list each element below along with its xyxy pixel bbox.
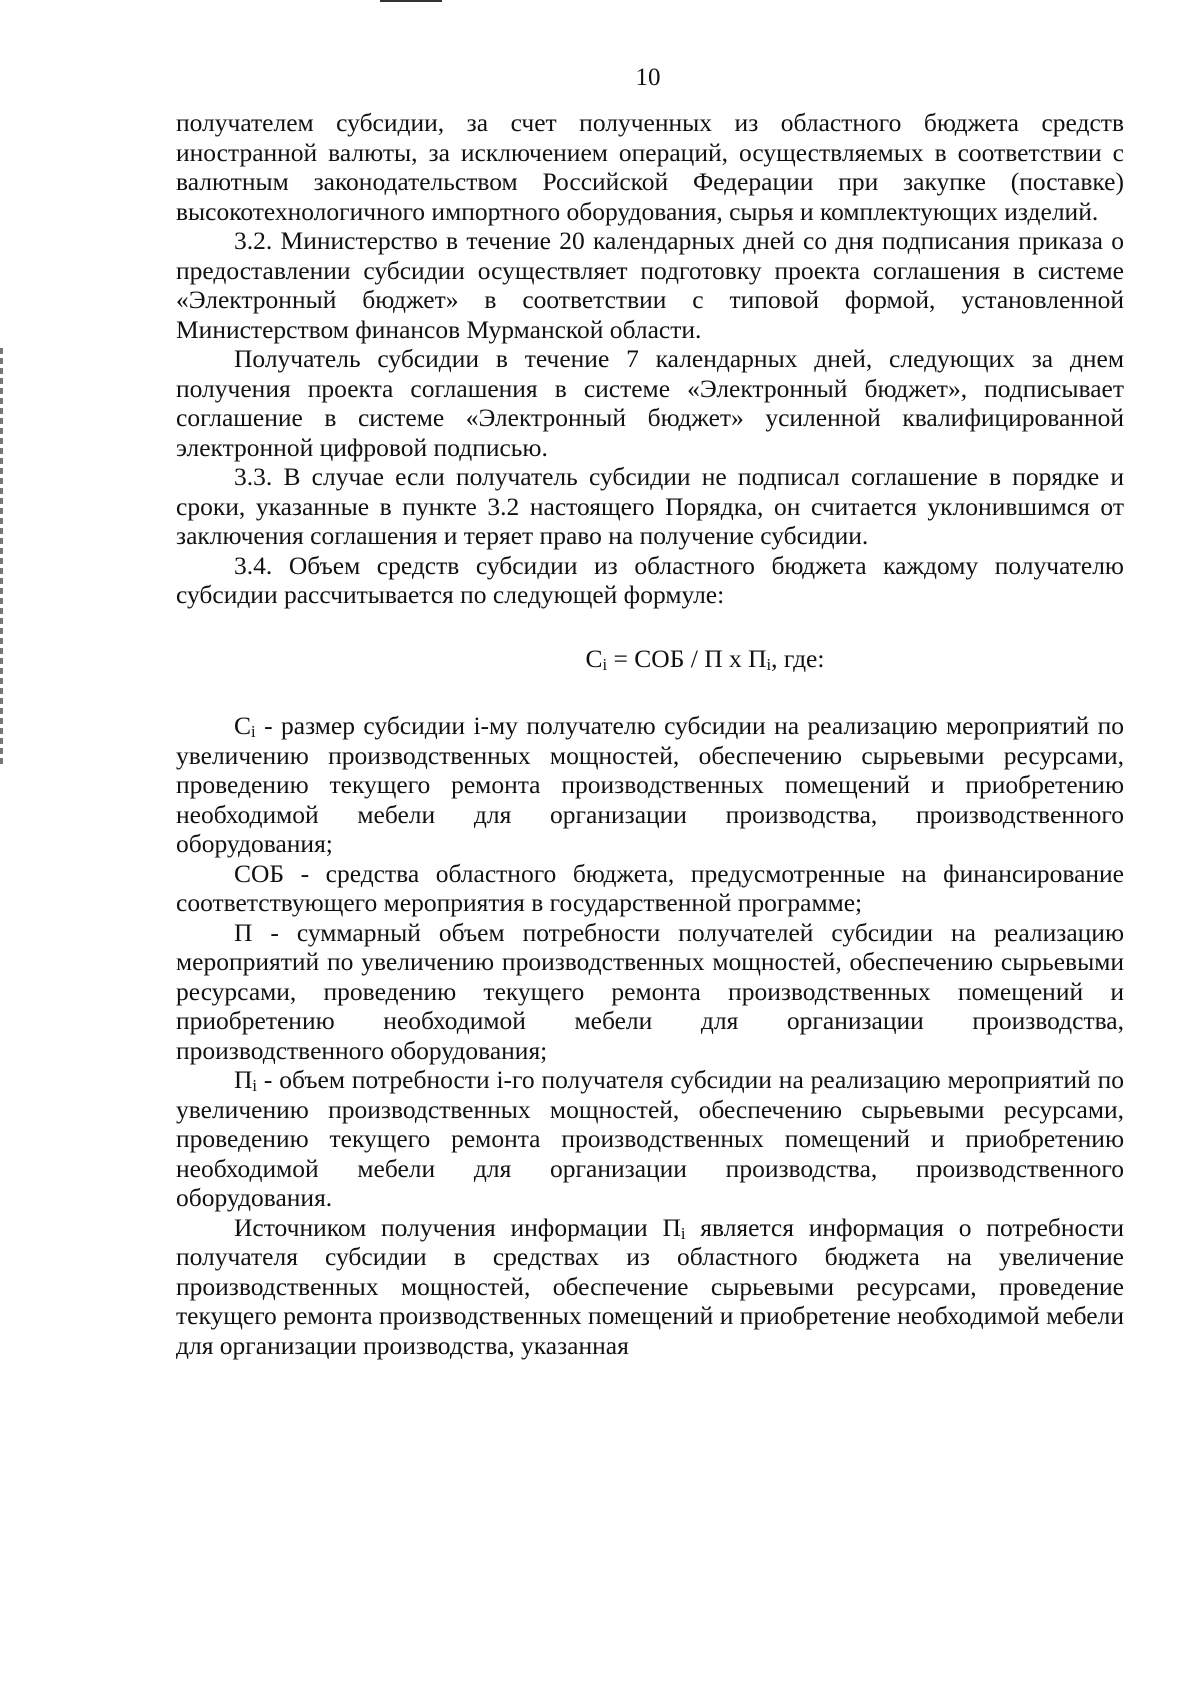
scan-artifact-top (380, 0, 442, 2)
paragraph-3-3: 3.3. В случае если получатель субсидии не подписал соглашение в порядке и сроки, указанные в пункте 3.2 настоящего Порядка, он считается уклонившимся от заключения соглашения и теряет право на получение субсидии. (176, 462, 1124, 550)
paragraph-continuation: получателем субсидии, за счет полученных из областного бюджета средств иностранной валюты, за исключением операций, осуществляемых в соответствии с валютным законодательством Российской Федерации при закупке (поставке) высокотехнологичного импортного оборудования, сырья и комплектующих изделий. (176, 108, 1124, 226)
formula-p-sub: i (766, 654, 772, 674)
paragraph-3-4: 3.4. Объем средств субсидии из областного бюджета каждому получателю субсидии рассчитывается по следующей формуле: (176, 550, 1124, 609)
formula-c: C (585, 643, 603, 673)
paragraph-information-source (176, 1213, 1124, 1361)
scan-artifact-margin (0, 348, 3, 768)
document-body (176, 108, 1124, 1360)
formula (176, 644, 1124, 674)
source-before: Источником получения информации П (234, 1212, 681, 1242)
definition-ci-text: - размер субсидии i-му получателю субсидии на реализацию мероприятий по увеличению производственных мощностей, обеспечению сырьевыми ресурсами, проведению текущего ремонта производственных помещений и приобретению необходимой мебели для организации производства, производственного оборудования; (176, 711, 1124, 858)
source-sub: i (680, 1223, 686, 1243)
formula-middle: = СОБ / П х П (607, 643, 767, 673)
formula-tail: , где: (771, 643, 825, 673)
paragraph-recipient-signing: Получатель субсидии в течение 7 календарных дней, следующих за днем получения проекта соглашения в системе «Электронный бюджет», подписывает соглашение в системе «Электронный бюджет» усиленной квалифицированной электронной цифровой подписью. (176, 344, 1124, 462)
definition-pi-sub: i (252, 1076, 258, 1095)
definition-pi (176, 1065, 1124, 1213)
definition-pi-symbol: П (234, 1065, 253, 1094)
source-after: является информация о потребности получателя субсидии в средствах из областного бюджета на увеличение производственных мощностей, обеспечение сырьевыми ресурсами, проведение текущего ремонта производственных помещений и приобретение необходимой мебели для организации производства, указанная (176, 1212, 1125, 1360)
paragraph-3-2: 3.2. Министерство в течение 20 календарных дней со дня подписания приказа о предоставлении субсидии осуществляет подготовку проекта соглашения в системе «Электронный бюджет» в соответствии с типовой формой, установленной Министерством финансов Мурманской области. (176, 226, 1124, 344)
page-number: 10 (635, 64, 661, 91)
definition-p: П - суммарный объем потребности получателей субсидии на реализацию мероприятий по увеличению производственных мощностей, обеспечению сырьевыми ресурсами, проведению текущего ремонта производственных помещений и приобретению необходимой мебели для организации производства, производственного оборудования; (176, 917, 1124, 1065)
definition-ci-symbol: C (234, 711, 252, 740)
definition-ci-sub: i (251, 722, 256, 741)
definition-ci (176, 711, 1124, 859)
definition-sob: СОБ - средства областного бюджета, предусмотренные на финансирование соответствующего мероприятия в государственной программе; (176, 858, 1124, 917)
formula-c-sub: i (602, 654, 608, 674)
definition-pi-text: - объем потребности i-го получателя субсидии на реализацию мероприятий по увеличению производственных мощностей, обеспечению сырьевыми ресурсами, проведению текущего ремонта производственных помещений и приобретению необходимой мебели для организации производства, производственного оборудования. (176, 1065, 1124, 1212)
